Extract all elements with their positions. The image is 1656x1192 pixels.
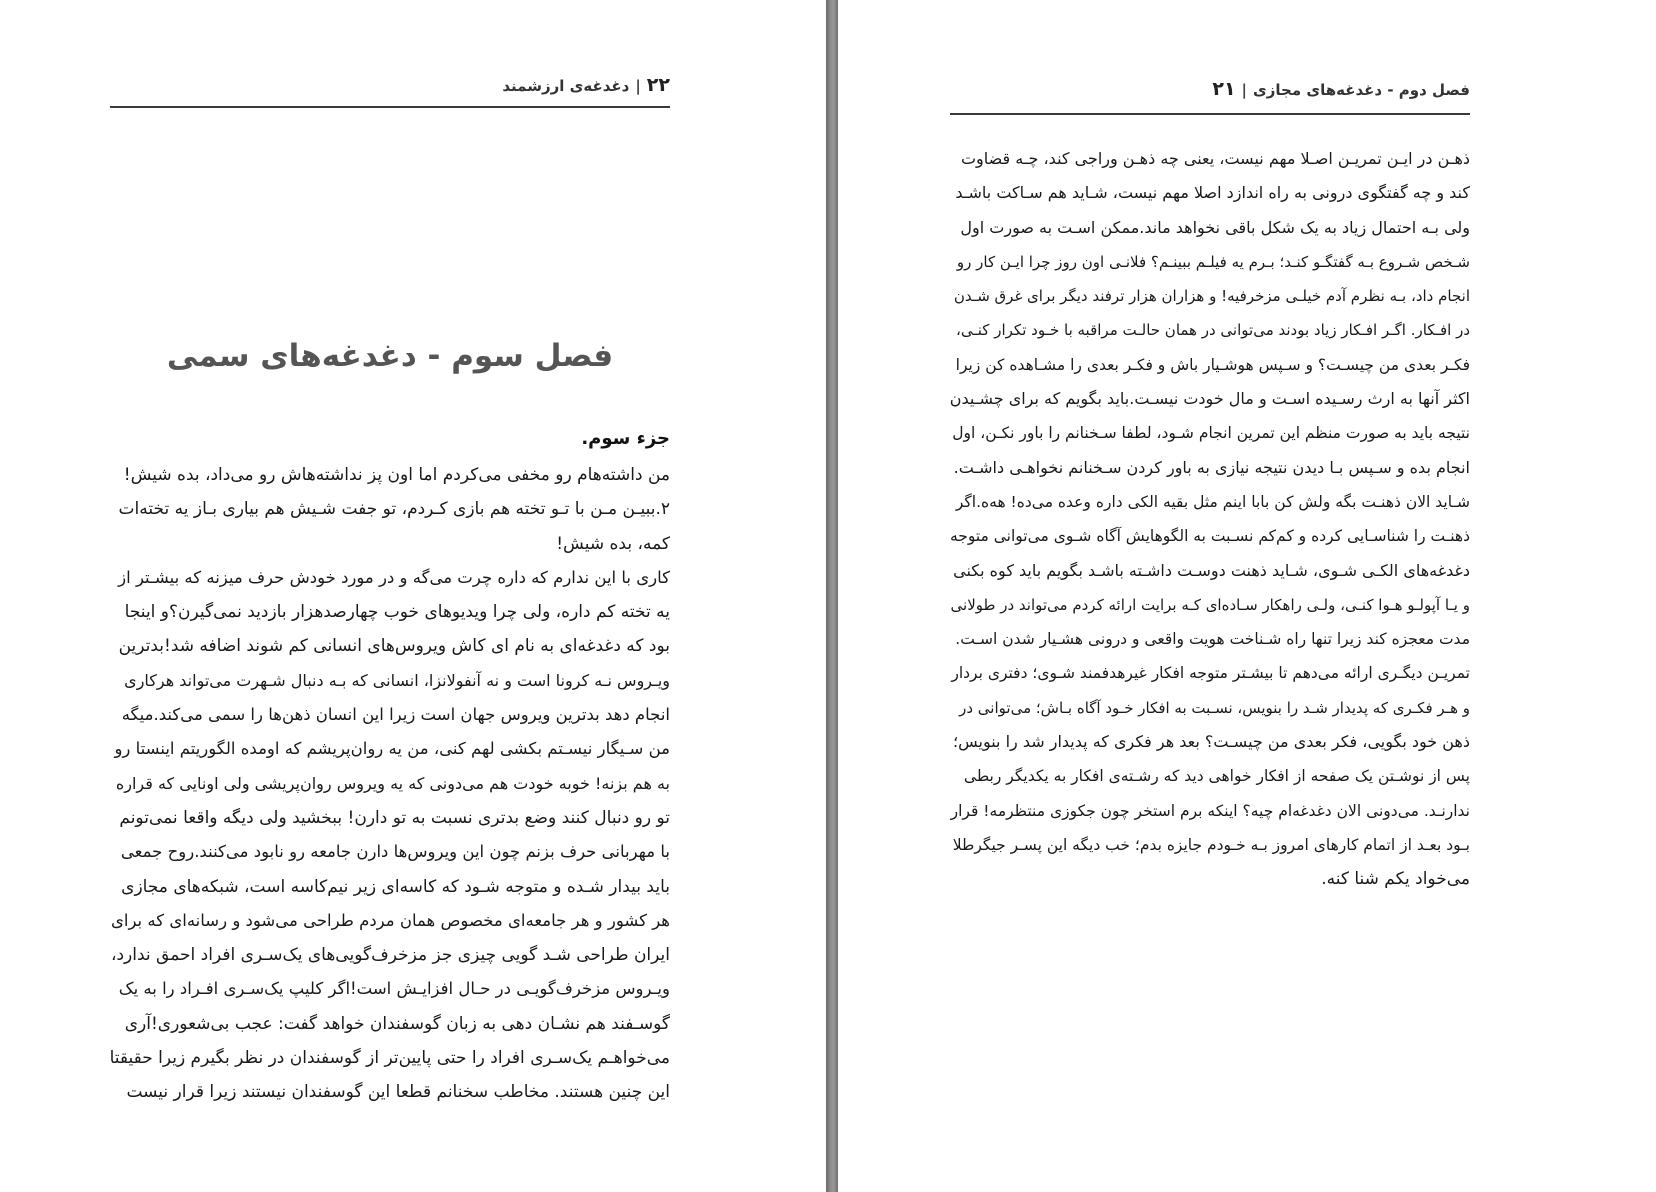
text-line: ایران طراحی شـد گویی چیزی جز مزخرف‌گویی‌های یک‌سـری افراد احمق ندارد،	[110, 945, 670, 966]
text-line: ویـروس نـه کرونا است و نه آنفولانزا، انسانی که بـه دنبال شـهرت می‌تواند هرکاری	[124, 670, 670, 690]
book-gutter	[826, 0, 838, 1192]
left-header-rule	[110, 106, 670, 108]
text-line: فکـر بعدی من چیسـت؟ و سـپس هوشـیار باش و فکـر بعدی را مشـاهده کن زیرا	[955, 355, 1470, 374]
text-line: ۲.ببیـن مـن با تـو تخته هم بازی کـردم، تو جفت شـیش هم بیاری بـاز یه تخته‌ات	[118, 499, 670, 520]
running-head-separator: |	[1241, 81, 1248, 99]
text-line: یه تخته کم داره، ولی چرا ویدیوهای خوب چهارصدهزار بازدید نمی‌گیرن؟و اینجا	[124, 602, 670, 623]
text-line: اکثر آنها به ارث رسـیده اسـت و مال خودت نیسـت.باید بگویم که برای چشـیدن	[950, 389, 1470, 409]
right-header-rule	[950, 113, 1470, 115]
text-line: در افـکار. اگـر افـکار زیاد بودند می‌توانی در همان حالـت مراقبه با خـود تکرار کنـی،	[956, 321, 1470, 340]
text-line: هر کشور و هر جامعه‌ای مخصوص همان مردم طراحی می‌شود و رسانه‌ای که برای	[110, 910, 670, 930]
text-line: باید بیدار شـده و متوجه شـود که کاسه‌ای زیر نیم‌کاسه است، شبکه‌های مجازی	[121, 876, 670, 897]
text-line: ذهن خود بگویی، فکر بعدی من چیسـت؟ بعد هر فکری که پدیدار شد را بنویس؛	[953, 732, 1470, 752]
right-body-text	[950, 142, 1470, 897]
right-running-head	[1212, 78, 1470, 100]
text-line: کند و چه گفتگوی درونی به راه اندازد اصلا مهم نیست، شـاید هم سـاکت باشـد	[955, 183, 1470, 203]
text-line: انجام دهد بدترین ویروس جهان است زیرا این انسان ذهن‌ها را سمی می‌کند.میگه	[121, 705, 670, 725]
right-page	[838, 0, 1656, 1192]
text-line: انجام داد، بـه نظرم آدم خیلـی مزخرفیه! و هزاران هزار ترفند دیگر برای غرق شـدن	[953, 287, 1470, 306]
text-line: ذهـن در ایـن تمریـن اصـلا مهم نیست، یعنی چه ذهـن وراجی کند، چـه قضاوت	[960, 149, 1470, 168]
text-line: ویـروس مزخرف‌گویـی در حـال افزایـش است!اگر کلیپ یک‌سـری افـراد را به یک	[118, 979, 670, 999]
text-line: پس از نوشـتن یک صفحه از افکار خواهی دید که رشـته‌ی افکار به یکدیگر ربطی	[963, 767, 1470, 786]
text-line: به هم بزنه! خوبه خودت هم می‌دونی که یه ویروس روان‌پریشی ولی اونایی که قراره	[115, 773, 670, 793]
left-running-head	[502, 74, 670, 96]
text-line: تو رو دنبال کنند وضع بدتری نسبت به تو دارن! ببخشید ولی دیگه واقعا نمی‌تونم	[119, 807, 670, 828]
text-line: شـاید الان ذهنـت بگه ولش کن بابا اینم مثل بقیه الکی داره وعده می‌ده! هه‌ه.اگر	[955, 492, 1470, 511]
text-line: من سـیگار نیسـتم بکشی لهم کنی، من یه روان‌پریشم که اومده الگوریتم اینستا رو	[114, 739, 670, 759]
text-line: گوسـفند هم نشـان دهی به زبان گوسفندان خواهد گفت: عجب بی‌شعوری!آری	[124, 1013, 670, 1034]
text-line: انجام بده و سـپس بـا دیدن نتیجه نیازی به باور کردن سـخنانم نخواهـی داشـت.	[953, 457, 1470, 477]
text-line: بـود بعـد از اتمام کارهای امروز بـه خـودم جایزه بدم؛ خب دیگه این پسـر جیگرطلا	[952, 835, 1470, 854]
text-line: نتیجه باید به صورت منظم این تمرین انجام شـود، لطفا سـخنانم را باور نکـن، اول	[952, 424, 1470, 443]
left-page	[0, 0, 826, 1192]
text-line: کاری با این ندارم که داره چرت می‌گه و در مورد خودش حرف میزنه که بیشـتر از	[118, 567, 670, 587]
right-page-number: ۲۱	[1212, 78, 1236, 100]
text-line: این چنین هستند. مخاطب سخنانم قطعا این گوسفندان نیستند زیرا قرار نیست	[126, 1082, 670, 1103]
left-page-number: ۲۲	[646, 74, 670, 96]
text-line: شـخص شـروع بـه گفتگـو کنـد؛ بـرم یه فیلـم ببینـم؟ فلانـی اون روز چرا ایـن کار رو	[956, 252, 1470, 271]
text-line: من داشته‌هام رو مخفی می‌کردم اما اون پز نداشته‌هاش رو می‌داد، بده شیش!	[123, 465, 670, 485]
running-head-separator: |	[635, 77, 641, 95]
text-line: و یـا آپولـو هـوا کنـی، ولـی راهکار سـاده‌ای کـه برایت ارائه کردم می‌تواند در طولانی	[950, 595, 1470, 614]
chapter-title: فصل سوم - دغدغه‌های سمی	[166, 338, 614, 374]
left-body-text	[110, 458, 670, 1110]
right-running-title: فصل دوم - دغدغه‌های مجازی	[1253, 81, 1470, 99]
text-line: ذهنـت را شناسـایی کرده و کم‌کم نسـبت به الگوهایش آگاه شـوی می‌توانی متوجه	[950, 527, 1470, 546]
left-running-title: دغدغه‌ی ارزشمند	[502, 77, 630, 95]
section-title: جزء سوم.	[581, 428, 670, 449]
text-line: بود که دغدغه‌ای به نام ای کاش ویروس‌های انسانی کم شوند اضافه شد!بدترین	[118, 636, 670, 657]
text-line: با مهربانی حرف بزنم چون این ویروس‌ها دارن جامعه رو نابود می‌کنند.روح جمعی	[120, 842, 670, 862]
text-line: مدت معجزه کند زیرا تنها راه شـناخت هویت واقعی و درونی هشـیار شدن اسـت.	[955, 630, 1470, 649]
text-line: می‌خواد یکم شنا کنه.	[1321, 869, 1470, 890]
text-line: ولی بـه احتمال زیاد به یک شکل باقی نخواهد ماند.ممکن اسـت به صورت اول	[960, 217, 1470, 237]
text-line: تمریـن دیگـری ارائه می‌دهم تا بیشـتر متوجه افکار غیرهدفمند شـوی؛ دفتری بردار	[951, 664, 1470, 683]
text-line: کمه، بده شیش!	[556, 533, 670, 554]
text-line: ندارنـد. می‌دونی الان دغدغه‌ام چیه؟ اینکه برم استخر چون جکوزی منتظرمه! قرار	[950, 801, 1470, 820]
text-line: دغدغه‌های الکـی شـوی، شـاید ذهنت دوسـت داشـته باشـد بگویم باید کوه بکنی	[953, 560, 1470, 580]
text-line: و هـر فکـری که پدیدار شـد را بنویس، نسـبت به افکار خـود آگاه بـاش؛ می‌توانی در	[959, 698, 1470, 717]
text-line: می‌خواهـم یک‌سـری افراد را حتی پایین‌تر از گوسفندان در نظر بگیرم زیرا حقیقتا	[110, 1048, 670, 1069]
